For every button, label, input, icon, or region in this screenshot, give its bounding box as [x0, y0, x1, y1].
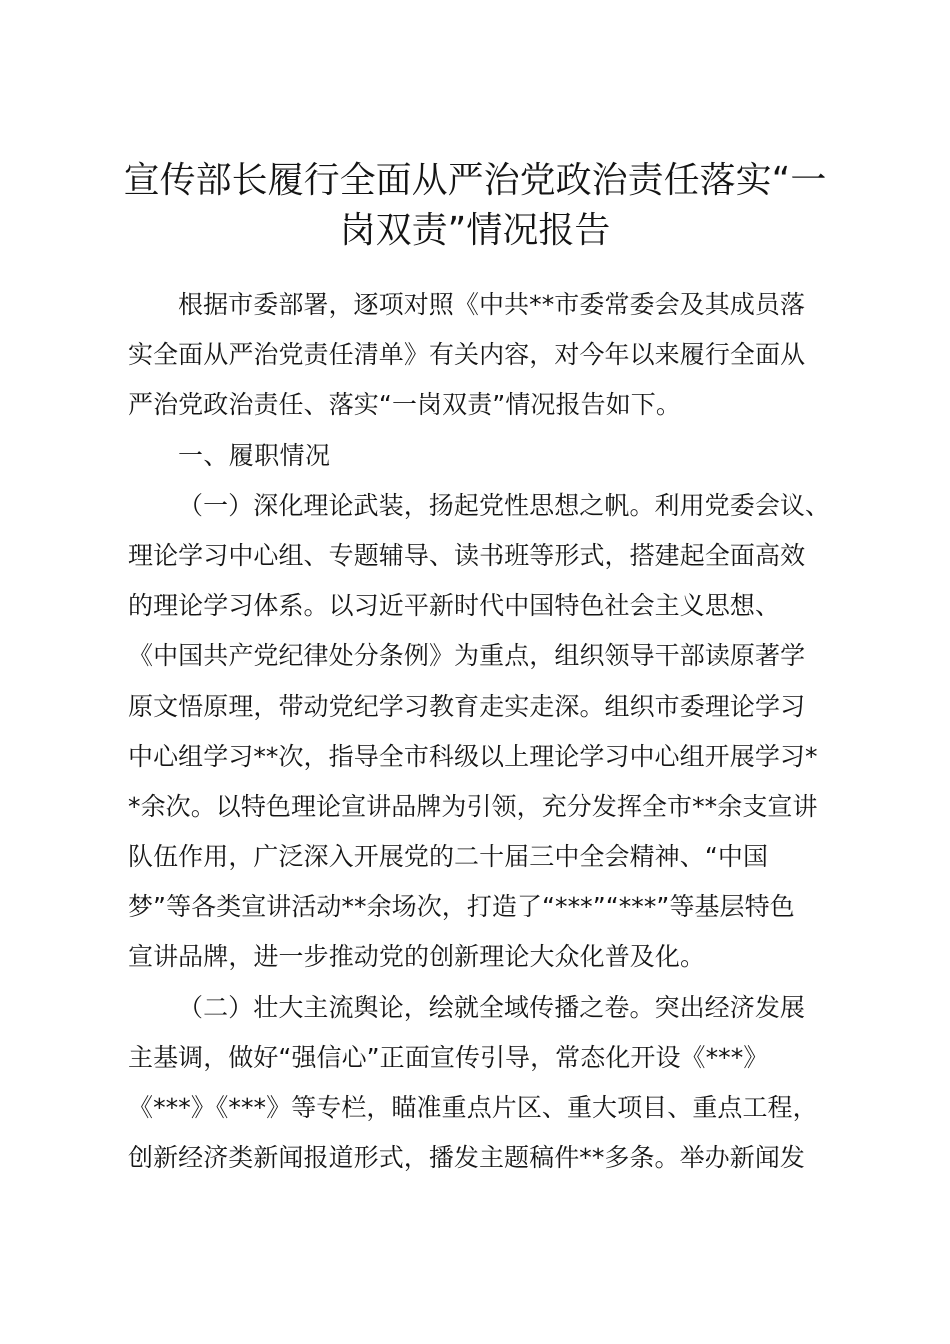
body-line: （二）壮大主流舆论，绘就全域传播之卷。突出经济发展 — [178, 992, 806, 1022]
body-line: 一、履职情况 — [178, 440, 331, 470]
document-title — [110, 156, 840, 256]
body-line: 队伍作用，广泛深入开展党的二十届三中全会精神、“中国 — [128, 842, 769, 872]
body-line: 中心组学习**次，指导全市科级以上理论学习中心组开展学习* — [128, 741, 818, 771]
body-line: 《中国共产党纪律处分条例》为重点，组织领导干部读原著学 — [128, 641, 806, 671]
body-line: 宣讲品牌，进一步推动党的创新理论大众化普及化。 — [128, 942, 706, 972]
body-line: 的理论学习体系。以习近平新时代中国特色社会主义思想、 — [128, 591, 781, 621]
body-line: 实全面从严治党责任清单》有关内容，对今年以来履行全面从 — [128, 340, 806, 370]
body-line: 创新经济类新闻报道形式，播发主题稿件**多条。举办新闻发 — [128, 1143, 805, 1173]
body-line: 原文悟原理，带动党纪学习教育走实走深。组织市委理论学习 — [128, 691, 806, 721]
body-line: *余次。以特色理论宣讲品牌为引领，充分发挥全市**余支宣讲 — [128, 791, 818, 821]
body-line: 根据市委部署，逐项对照《中共**市委常委会及其成员落 — [178, 290, 806, 319]
title-line-2: 岗双责”情况报告 — [339, 210, 611, 251]
body-line: 理论学习中心组、专题辅导、读书班等形式，搭建起全面高效 — [128, 540, 806, 570]
body-line: 《***》《***》等专栏，瞄准重点片区、重大项目、重点工程， — [128, 1093, 818, 1122]
title-line-1: 宣传部长履行全面从严治党政治责任落实“一 — [123, 160, 827, 201]
document-body — [128, 280, 848, 1183]
body-line: 主基调，做好“强信心”正面宣传引导，常态化开设《***》 — [128, 1042, 769, 1072]
body-line: 梦”等各类宣讲活动**余场次，打造了“***”“***”等基层特色 — [128, 892, 795, 922]
body-line: 严治党政治责任、落实“一岗双责”情况报告如下。 — [128, 390, 681, 420]
body-line: （一）深化理论武装，扬起党性思想之帆。利用党委会议、 — [178, 490, 831, 520]
